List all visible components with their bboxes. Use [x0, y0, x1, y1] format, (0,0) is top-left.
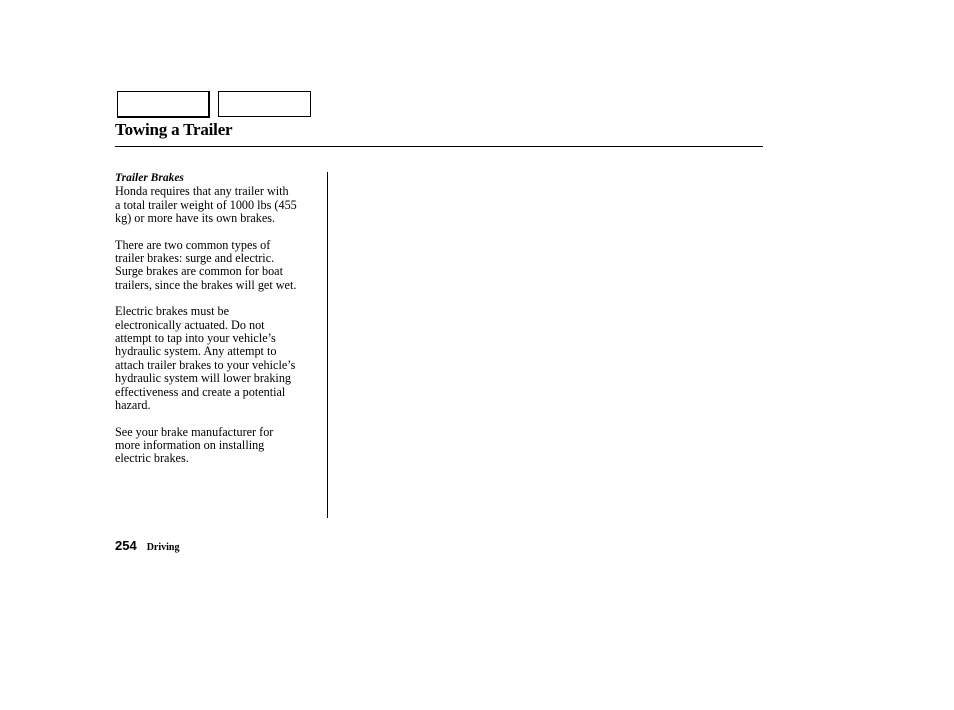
text-line: hydraulic system will lower braking	[115, 371, 292, 386]
nav-button-previous[interactable]	[117, 91, 210, 118]
nav-button-next[interactable]	[218, 91, 311, 117]
section-heading: Trailer Brakes	[115, 172, 184, 184]
text-line: trailers, since the brakes will get wet.	[115, 277, 297, 292]
text-column	[115, 172, 323, 479]
paragraph-trailer-brake-requirement	[115, 185, 323, 225]
text-line: more information on installing	[115, 437, 265, 452]
text-line: hazard.	[115, 398, 151, 413]
page-footer	[115, 537, 179, 555]
text-line: attempt to tap into your vehicle’s	[115, 331, 276, 346]
text-line: trailer brakes: surge and electric.	[115, 251, 275, 266]
footer-section-name: Driving	[146, 542, 180, 553]
text-line: hydraulic system. Any attempt to	[115, 344, 277, 359]
paragraph-brake-types	[115, 239, 323, 293]
column-divider	[327, 172, 328, 518]
text-line: Electric brakes must be	[115, 304, 230, 319]
text-line: electronically actuated. Do not	[115, 317, 265, 332]
text-line: kg) or more have its own brakes.	[115, 211, 276, 226]
text-line: There are two common types of	[115, 237, 271, 252]
paragraph-electric-brakes	[115, 305, 323, 412]
paragraph-manufacturer-info	[115, 426, 323, 466]
text-line: electric brakes.	[115, 451, 189, 466]
page-title: Towing a Trailer	[115, 120, 233, 139]
page-number: 254	[115, 538, 137, 553]
text-line: Surge brakes are common for boat	[115, 264, 283, 279]
title-divider	[115, 146, 763, 147]
text-line: a total trailer weight of 1000 lbs (455	[115, 197, 297, 212]
text-line: Honda requires that any trailer with	[115, 184, 289, 199]
text-line: attach trailer brakes to your vehicle’s	[115, 357, 296, 372]
text-line: effectiveness and create a potential	[115, 384, 286, 399]
text-line: See your brake manufacturer for	[115, 424, 274, 439]
